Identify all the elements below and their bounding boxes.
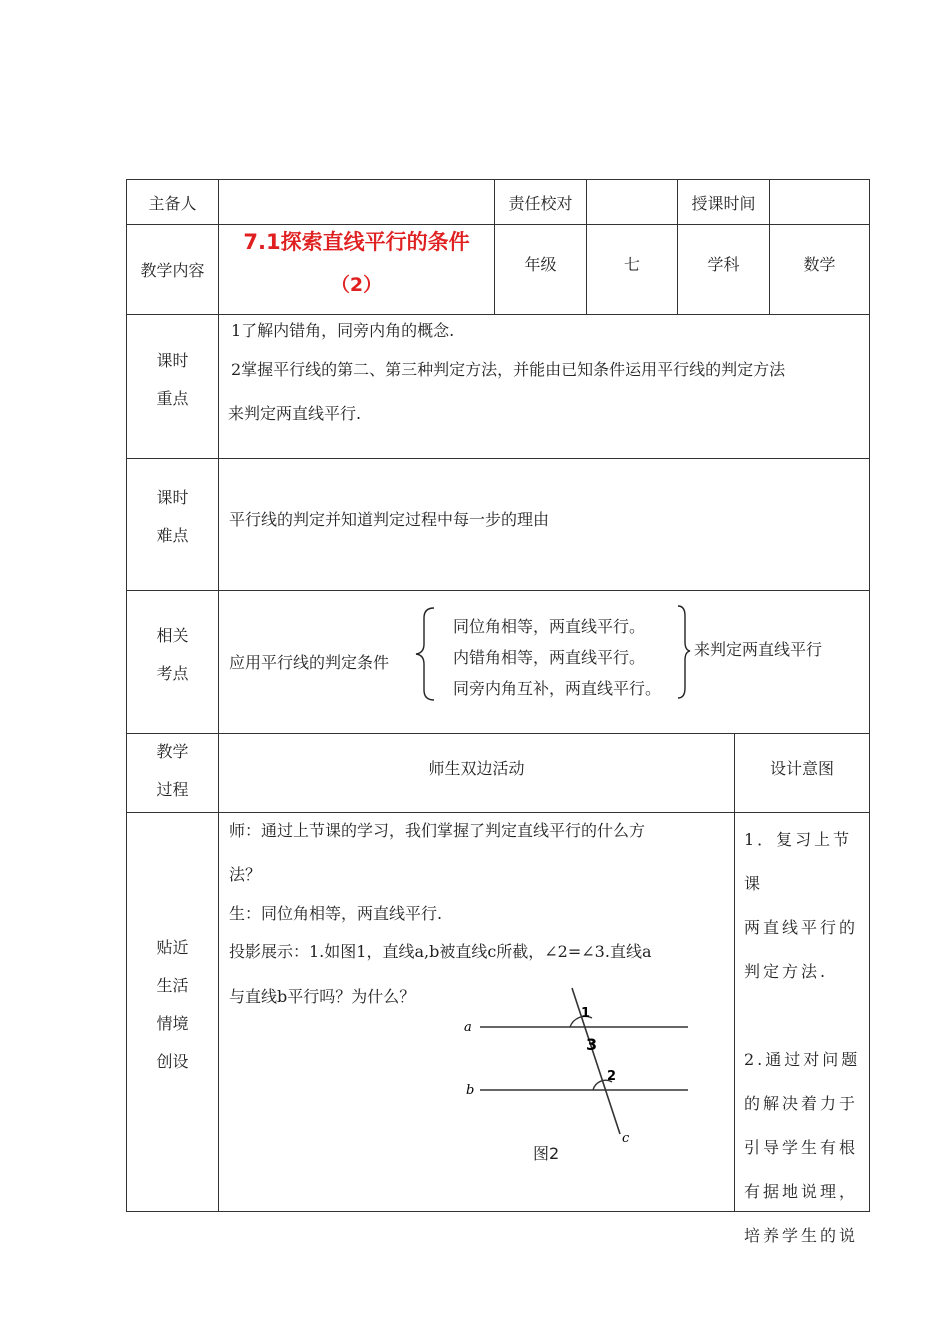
design-line: 培养学生的说 [744, 1226, 859, 1245]
label-line: 生活 [156, 976, 189, 995]
dialogue-line: 与直线b平行吗？为什么？ [229, 987, 416, 1006]
label-line: 过程 [156, 780, 189, 799]
proofreader-label: 责任校对 [508, 193, 573, 213]
left-brace-icon [414, 606, 436, 702]
label-line: 课时 [156, 351, 189, 370]
time-label: 授课时间 [691, 193, 756, 213]
row-divider [126, 812, 870, 813]
difficulties-text: 平行线的判定并知道判定过程中每一步的理由 [229, 510, 550, 529]
label-line: 难点 [156, 526, 189, 545]
lesson-title: 7.1探索直线平行的条件 [243, 230, 470, 254]
label-line: 重点 [156, 389, 189, 408]
row-divider [126, 458, 870, 459]
related-lead: 应用平行线的判定条件 [229, 653, 390, 672]
column-divider [734, 733, 735, 1212]
angle-1-label: 1 [581, 1006, 591, 1021]
table-border-right [869, 179, 870, 1212]
label-line: 创设 [156, 1052, 189, 1071]
grade-label: 年级 [524, 255, 557, 274]
dialogue-line: 投影展示：1.如图1，直线a,b被直线c所截，∠2=∠3.直线a [229, 942, 652, 961]
time-value [770, 180, 869, 224]
key-point-2: 2掌握平行线的第二、第三种判定方法，并能由已知条件运用平行线的判定方法 [231, 360, 786, 379]
column-divider [218, 179, 219, 1212]
label-line: 课时 [156, 488, 189, 507]
design-line: 2.通过对问题 [744, 1050, 861, 1069]
label-b: b [466, 1083, 475, 1098]
proofreader-value [587, 180, 677, 224]
label-line: 考点 [156, 664, 189, 683]
subject-label: 学科 [707, 255, 740, 274]
label-c: c [622, 1131, 630, 1146]
row-divider [126, 314, 870, 315]
condition-1: 同位角相等，两直线平行。 [453, 617, 646, 636]
grade-value: 七 [623, 255, 640, 274]
preparer-label: 主备人 [148, 193, 197, 213]
dialogue-line: 生：同位角相等，两直线平行. [229, 904, 443, 923]
label-a: a [464, 1020, 472, 1035]
label-line: 教学 [156, 742, 189, 761]
condition-3: 同旁内角互补，两直线平行。 [453, 679, 662, 698]
key-point-1: 1了解内错角，同旁内角的概念. [231, 321, 455, 340]
scenario-label [127, 929, 218, 1081]
process-label [127, 733, 218, 809]
design-line: 两直线平行的 [744, 918, 859, 937]
difficulties-label [127, 479, 218, 555]
lesson-title-part: （2） [330, 274, 383, 296]
line-c [572, 988, 620, 1134]
label-line: 相关 [156, 626, 189, 645]
design-line: 有据地说理， [744, 1182, 859, 1201]
design-line: 1．复习上节课 [744, 830, 853, 893]
figure-caption: 图2 [533, 1144, 560, 1163]
content-label: 教学内容 [140, 261, 205, 280]
design-line [744, 994, 868, 1038]
row-divider [126, 590, 870, 591]
related-tail: 来判定两直线平行 [694, 640, 823, 659]
parallel-lines-figure [462, 986, 694, 1148]
dialogue-line: 师：通过上节课的学习，我们掌握了判定直线平行的什么方 [229, 821, 646, 840]
label-line: 贴近 [156, 938, 189, 957]
design-intent [744, 818, 868, 1258]
condition-2: 内错角相等，两直线平行。 [453, 648, 646, 667]
activity-header: 师生双边活动 [428, 758, 525, 778]
subject-value: 数学 [803, 255, 836, 274]
label-line: 情境 [156, 1014, 189, 1033]
design-line: 引导学生有根 [744, 1138, 859, 1157]
design-header: 设计意图 [769, 758, 834, 778]
angle-3-label: 3 [586, 1035, 598, 1054]
design-line: 判定方法. [744, 962, 829, 981]
dialogue-line: 法？ [229, 865, 262, 884]
design-line: 的解决着力于 [744, 1094, 859, 1113]
right-brace-icon [676, 604, 692, 700]
key-point-3: 来判定两直线平行. [228, 404, 362, 423]
related-label [127, 617, 218, 693]
preparer-value [219, 180, 494, 224]
key-points-label [127, 342, 218, 418]
angle-2-label: 2 [607, 1069, 617, 1084]
